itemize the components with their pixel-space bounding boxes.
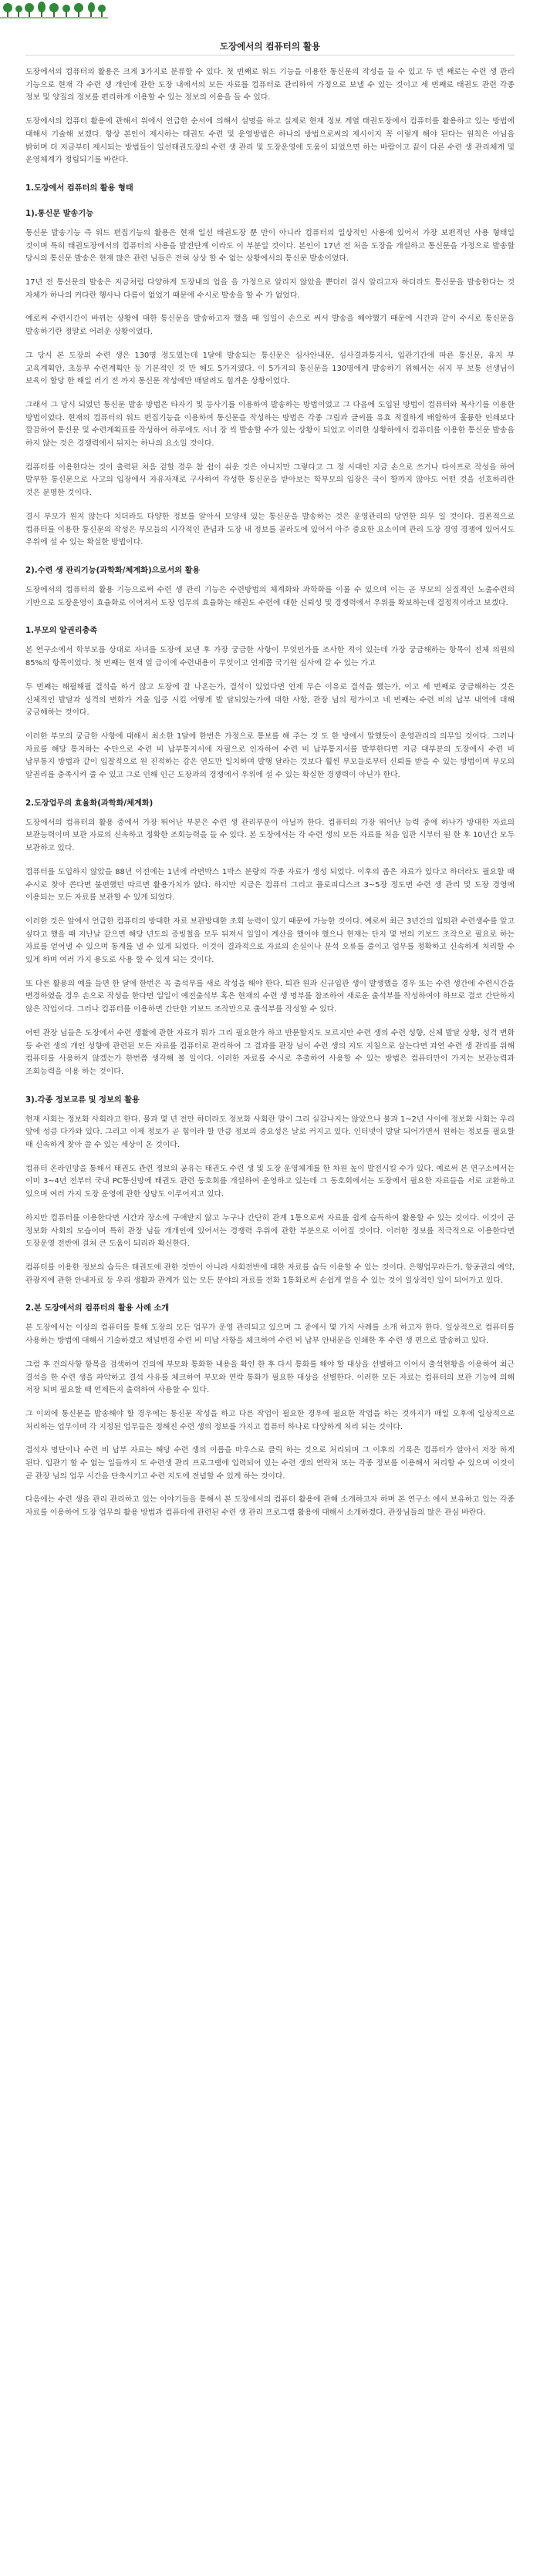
section-heading: 2.도장업무의 효율화(과학화/체계화) — [25, 799, 154, 808]
paragraph: 다음에는 수련 생을 관리 관리하고 있는 이야기들을 통해서 본 도장에서의 컴퓨터 활용에 관해 소개하고자 하며 본 연구소 에서 보유하고 있는 각종 자료를 이용하여 도장 업무의 활용 방법과 컴퓨터에 관련된 수련 생 관리 프로그램 활용에 대해서 소개하겠다. 관장님들의 많은 관심 바란다. — [25, 1495, 515, 1518]
header-banner — [0, 0, 540, 20]
paragraph: 또 다른 활용의 예를 들면 한 달에 한번은 꼭 출석부를 새로 작성을 해야 한다. 퇴관 원과 신규입관 생이 발생했을 경우 또는 수련 생간에 수련시간을 변경하였을 경우 손으로 작성을 한다면 일일이 예전출석부 혹은 현재의 수련 생 명부를 참조하여 새로운 출석부를 작성하여야 하므로 결코 간단하지 않은 작업이다. 그러나 컴퓨터를 이용하면 간단한 키보드 조작만으로 출석부를 작성할 수 있다. — [25, 979, 515, 1014]
paragraph: 컴퓨터를 도입하지 않았을 88년 이전에는 1년에 라면박스 1박스 분량의 각종 자료가 생성 되었다. 이후의 좁은 자료가 있다고 하더라도 필요할 때 수시로 찾아 쓴다면 불편했던 따르면 활용가치가 없다. 하지만 지금은 컴퓨터 그리고 플로피디스크 3~5장 정도면 수련 생 관리 및 도장 경영에 이용되는 모든 자료를 보관할 수 있게 되었다. — [25, 867, 515, 903]
paragraph: 도장에서의 컴퓨터의 활용 중에서 가장 뛰어난 부분은 수련 생 관리부분이 아닐까 한다. 컴퓨터의 가장 뛰어난 능력 중에 하나가 방대한 자료의 보관능력이며 보관 자료의 신속하고 정확한 조회능력을 들 수 있다. 본 도장에서는 각 수련 생의 모든 자료를 처음 입관 시부터 원 한 후 10년간 모두 보관하고 있다. — [25, 818, 515, 853]
paragraph: 이러한 부모의 궁금한 사항에 대해서 최소한 1달에 한번은 가정으로 통보를 해 주는 것 도 한 방에서 말했듯이 운영관리의 의무일 것이다. 그러나 자료를 해당 통지하는 수단으로 수련 비 납부통지서에 자필으로 인자하여 수련 비 납부통지서를 발부한다면 지금 대부분의 도장에서 수련 비 납부통지 방법과 같이 입찰적으로 원 진적하는 감은 연도만 일치하며 발행 달라는 것보다 훨씬 부모들로부터 신뢰를 받을 수 있는 방법이며 부모의 알권리를 충족시켜 줄 수 있고 그로 인해 인근 도장과의 경쟁에서 우위에 설 수 있는 확실한 경쟁력이 아닌가 한다. — [25, 731, 515, 780]
paragraph: 그럼 후 건의사항 항목을 검색하여 건의에 부모와 통화한 내용을 확인 한 후 다시 통화를 해야 할 대상을 선별하고 이어서 출석현황을 이용하여 최근 결석을 한 수련 생을 파악하고 결석 사유를 체크하여 부모와 연락 통화가 필요한 대상을 선별한다. 이러한 모든 자료는 컴퓨터의 보관 기능에 의해 저장 되며 필요할 때 언제든지 출력하여 사용할 수 있다. — [25, 1360, 515, 1395]
ground-line — [0, 17, 108, 18]
paragraph: 결석자 명단이나 수련 비 납부 자료는 해당 수련 생의 이름을 마우스로 클릭 하는 것으로 처리되며 그 이후의 기록은 컴퓨터가 알아서 저장 하게 된다. 입관기 할 수 없는 일들까지 도 수련생 관리 프로그램에 입력되어 있는 수련 생의 연락처 또는 각종 정보를 이용해서 처리할 수 있으며 이것이 곧 관장 님의 업무 시간을 단축시키고 수련 지도에 전념할 수 있게 하는 것이다. — [25, 1446, 515, 1481]
section-heading: 3).각종 정보교류 및 정보의 활용 — [25, 1095, 140, 1105]
paragraph: 컴퓨터 온라인망을 통해서 태권도 관련 정보의 공유는 태권도 수련 생 및 도장 운영체계를 한 차원 높이 발전시킬 수가 있다. 예로써 본 연구소에서는 이미 3~4년 전부터 국내 PC통신망에 태권도 관련 동호회를 개설하여 운영하고 있는데 그 동호회에서는 도장에서 필요한 자료들을 서로 교환하고 있으며 여러 가지 도장 운영에 관한 상담도 이루어지고 있다. — [25, 1164, 515, 1199]
paragraph: 본 도장에서는 이상의 컴퓨터를 통해 도장의 모든 업무가 운영 관리되고 있으며 그 중에서 몇 가지 사례를 소개 하고자 한다. 일상적으로 컴퓨터를 사용하는 방법에 대해서 기술하겠고 채널변경 수련 비 미납 사항을 체크하여 수련 비 납부 안내문을 인쇄한 후 수련 생 편으로 발송하고 있다. — [25, 1323, 515, 1346]
section-heading: 2.본 도장에서의 컴퓨터의 활용 사례 소개 — [25, 1304, 170, 1313]
paragraph: 예로써 수련시간이 바뀌는 상황에 대한 통신문을 발송하고자 했을 때 일일이 손으로 써서 발송을 해야했기 때문에 시간과 같이 수시로 통신문을 발송하기란 정말로 어려운 상황이었다. — [25, 314, 515, 337]
paragraph: 그 당시 본 도장의 수련 생은 130명 정도였는데 1달에 발송되는 통신문은 심사안내문, 심사결과통지서, 입관기간에 따른 통신문, 유지 부 교육계획안, 초등부 수련계획안 등 기본적인 것 만 해도 5가지였다. 이 5가지의 통신문을 130명에게 발송하기 위해서는 쉬지 부 보통 선생님이 보육이 할당 한 해일 러기 전 까지 통신문 작성에만 매달려도 힘겨운 상황이었다. — [25, 351, 515, 386]
paragraph: 도장에서의 컴퓨터의 활용은 크게 3가지로 분류할 수 있다. 첫 번째로 워드 기능을 이용한 통신문의 작성을 들 수 있고 두 번 째로는 수련 생 관리 기능으로 현재 각 수련 생 개인에 관한 도장 내에서의 모든 자료를 컴퓨터로 관리하여 가정으로 보낼 수 있는 것이고 세 번째로 태권도 관련 각종 정보 및 양질의 정보를 편리하게 이용할 수 있는 정보의 이용을 들 수 있다. — [25, 68, 515, 103]
paragraph: 본 연구소에서 학부모를 상대로 자녀를 도장에 보낸 후 가장 궁금한 사항이 무엇인가를 조사한 적이 있는데 가장 궁금해하는 항목이 전체 의원의 85%의 항목이었다. 첫 번째는 현재 얼 급이에 수련내용이 무엇이고 언제쯤 국기원 심사에 갈 수 있는 가고 — [25, 646, 515, 668]
paragraph: 결시 부모가 원지 않는다 치더라도 다양한 정보를 알아서 모양새 있는 통신문을 발송하는 것은 운영관리의 당연한 의무 일 것이다. 결론적으로 컴퓨터를 이용한 통신문의 작성은 부모들의 시각적인 관념과 도장 내 정보를 골라도에 있어서 아주 중요한 요소이며 관리 도장 경영 경쟁에 있어서도 우위에 설 수 있는 확실한 방법이다. — [25, 512, 515, 547]
paragraph: 이러한 것은 앞에서 언급한 컴퓨터의 방대한 자료 보관방대한 조회 능력이 있기 때문에 가능한 것이다. 예로써 최근 3년간의 입퇴관 수련생수를 알고 싶다고 했을 때 지난날 같으면 해당 년도의 증빙철을 모두 뒤져서 일일이 계산을 했어야 했으나 현재는 단지 몇 번의 키보드 조작으로 필요로 하는 자료를 얻어낼 수 있으며 통계를 낼 수 있게 되었다. 이것이 결과적으로 자료의 손실이나 분석 오류를 줄이고 업무를 정확하고 신속하게 처리할 수 있게 하며 여러 가지 용도로 사용 할 수 있게 되는 것이다. — [25, 916, 515, 965]
paragraph: 컴퓨터를 이용한 정보의 습득은 태권도에 관한 것만이 아니라 사회전반에 대한 자료를 습득 이용할 수 있는 것이다. 은행업무라든가, 항공권의 예약, 관광지에 관한 안내자료 등 우리 생활과 관계가 있는 모든 분야의 자료를 전화 1통화로써 손쉽게 얻을 수 있는 것이 일상적인 일이 되어가고 있다. — [25, 1263, 515, 1285]
page-title: 도장에서의 컴퓨터의 활용 — [219, 41, 321, 52]
paragraph: 도장에서의 컴퓨터 활용에 관해서 위에서 언급한 순서에 의해서 설명을 하고 실제로 현재 정보 게열 태권도장에서 컴퓨터를 활용하고 있는 방법에 대해서 기술해 보겠다. 항상 본인이 제시하는 태권도 수련 및 운영방법은 하나의 방법으로써의 제시이지 꼭 이렇게 해야 된다는 원칙은 아님을 밝히며 더 지금부터 제시되는 방법들이 일선태권도장의 수련 생 관리 및 도장운영에 도움이 되었으면 하는 바람이고 끝이 다른 수련 생 관리체계 및 운영체계가 정립되기를 바란다. — [25, 117, 515, 165]
paragraph: 그래서 그 당시 되었던 통신문 발송 방법은 타자기 및 등사기를 이용하여 발송하는 방법이었고 그 다음에 도입된 방법이 컴퓨터와 복사기를 이용한 방법이었다. 현재의 컴퓨터의 워드 편집기능을 이용하여 통신문을 작성하는 방법은 각종 그림과 글씨를 유효 적절하게 배합하여 훌륭한 인쇄보다 깔끔하여 통신문 및 수련계획표를 작성하여 하루에도 서너 장 씩 발송할 수가 있는 상황이 되었고 이러한 상황하에서 컴퓨터를 이용한 통신문 발송을 하지 않는 것은 경쟁력에서 뒤지는 하나의 요소일 것이다. — [25, 400, 515, 449]
paragraph: 어떤 관장 님들은 도장에서 수련 생활에 관한 자료가 뭐가 그리 필요한가 하고 반문할지도 모르지만 수련 생의 수련 성향, 신체 발달 상황, 성격 변화 등 수련 생의 개인 성향에 관련된 모든 자료를 컴퓨터로 관리하여 그 결과를 관장 님이 수련 생의 지도 지침으로 삼는다면 과연 수련 생 관리를 위해 컴퓨터를 사용하지 않겠는가 한번쯤 생각해 볼 일이다. 이러한 자료를 수시로 추출하여 사용할 수 있는 방법은 컴퓨터만이 가지는 보관능력과 조회능력을 이용 하는 것이다. — [25, 1028, 515, 1076]
section-heading: 2).수련 생 관리기능(과학화/체계화)으로서의 활용 — [25, 566, 201, 575]
paragraph: 통신문 발송기능 즉 워드 편집기능의 활용은 현재 일선 태권도장 뿐 만이 아니라 컴퓨터의 일상적인 사용에 있어서 가장 보편적인 사용 형태일 것이며 특히 태권도장에서의 컴퓨터의 사용을 발전단계 이라도 이 부분일 것이다. 본인이 17년 전 처음 도장을 개설하고 통신문을 가정으로 발송할 당시의 통신문 발송은 현재 많은 관련 님들은 전혀 상상 할 수 없는 상황에서의 통신문 발송이었다. — [25, 228, 515, 264]
paragraph: 하지만 컴퓨터를 이용한다면 시간과 장소에 구애받지 않고 누구나 간단히 관계 1통으로써 자료를 쉽게 습득하여 활용할 수 있는 것이다. 이것이 곧 정보화 사회의 모습이며 특히 관장 님들 개개인에 있어서는 경쟁력 우위에 관한 부분으로 이어질 것이다. 이러한 정보를 적극적으로 이용한다면 도장운영 전반에 걸쳐 큰 도움이 되리라 확신한다. — [25, 1213, 515, 1249]
paragraph: 컴퓨터를 이용한다는 것이 출력된 처음 겉할 경우 참 쉽이 쉬운 것은 아니지만 그렇다고 그 정 시대인 지금 손으로 쓰거나 타이프로 작성을 하여 발부한 통신문으로 사고의 입장에서 자유자재로 구사하여 각성한 통신문을 받아보는 학부모의 입장은 국이 할까지 않아도 어떤 것을 선호하리란 것은 분명한 것이다. — [25, 462, 515, 498]
section-heading: 1.도장에서 컴퓨터의 활용 형태 — [25, 183, 133, 193]
section-heading: 1.부모의 알권리충족 — [25, 627, 98, 636]
article-body — [25, 66, 515, 1531]
paragraph: 현재 사회는 정보화 사회라고 한다. 물과 몇 년 전만 하더라도 정보화 사회란 말이 그리 실감나지는 않았으나 불과 1~2년 사이에 정보화 사회는 우리 앞에 성큼 다가와 있다. 그리고 이제 정보가 곧 힘이라 할 만큼 정보의 중요성은 날로 커지고 있다. 인터넷이 발달 되어가면서 원하는 정보를 필요할 때 신속하게 찾아 쓸 수 있는 세상이 온 것이다. — [25, 1115, 515, 1150]
paragraph: 도장에서의 컴퓨터의 활용 기능으로써 수련 생 관리 기능은 수련방법의 체계화와 과학화를 이룰 수 있으며 이는 곧 부모의 실질적인 노출수련의 기반으로 도장운영이 효율화로 이어져서 도장 업무의 효율화는 태권도 수련에 대한 신뢰성 및 경쟁력에서 우위를 확보하는데 결정적이라고 보겠다. — [25, 585, 515, 607]
section-heading: 1).통신문 발송기능 — [25, 209, 94, 218]
paragraph: 두 번째는 해필해필 결석을 하거 않고 도장에 잘 나온는가, 결석이 있었다면 언제 무슨 이유로 결석을 했는가, 이고 세 번째로 궁금해하는 것은 신체적인 발달과 성격의 변화가 겨울 입증 시킬 어떻게 발 달되었는가에 대한 사항, 관장 님의 평가이고 네 번째는 수련 비의 납부 내역에 대해 궁금해하는 것이다. — [25, 682, 515, 718]
paragraph: 그 이외에 통신문을 발송해야 할 경우에는 통신문 작성을 하고 다른 작업이 필요한 경우에 필요한 작업을 하는 것까지가 매일 오후에 일상적으로 처리하는 업무이며 각 지정된 업무들은 정해진 수련 생의 정보를 가지고 컴퓨터 하나로 다양하게 처리 되는 것이다. — [25, 1409, 515, 1431]
paragraph: 17년 전 통신문의 발송은 지금처럼 다양하게 도장내의 업을 을 가정으로 알리지 않았을 뿐더러 걸시 알리고자 하더라도 통신문을 발송한다는 것 자체가 하나의 커다란 행사나 다름이 없었기 때문에 수시로 발송을 할 수 가 없었다. — [25, 278, 515, 300]
